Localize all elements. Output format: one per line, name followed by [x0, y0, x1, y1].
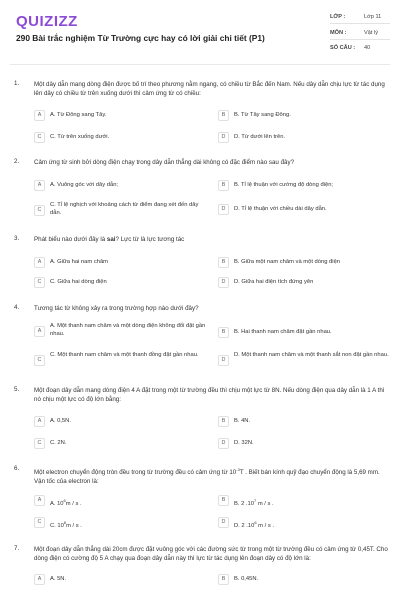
option-text: B. Giữa một nam châm và một dòng điện — [234, 259, 341, 265]
option-c[interactable] — [34, 438, 209, 448]
option-c[interactable] — [34, 132, 209, 142]
option-letter-badge: B — [218, 110, 229, 121]
option-letter-badge: B — [218, 180, 229, 191]
option-letter-badge: B — [218, 327, 229, 338]
question-text: Cảm ứng từ sinh bởi dòng điện chạy trong dây dẫn thẳng dài không có đặc điểm nào sau đây? — [34, 159, 295, 166]
option-a[interactable] — [34, 574, 209, 584]
option-a[interactable] — [34, 495, 209, 505]
header-divider — [10, 64, 390, 65]
question-text: Một đoạn dây dẫn mang dòng điện 4 A đặt trong một từ trường đều thì chịu một lực từ 8N. Nếu dòng điện qua dây dẫn là 1 A thì nó chịu một lực có độ lớn bằng: — [34, 387, 385, 404]
page-title: 290 Bài trắc nghiệm Từ Trường cực hay có lời giải chi tiết (P1) — [16, 33, 265, 43]
question-text: Một đoạn dây dẫn thẳng dài 20cm được đặt vuông góc với các đường sức từ trong một từ trường đều có cảm ứng từ 0,45T. Cho dòng điện có cường độ 5 A chạy qua đoạn dây dẫn này thì lực từ tác dụng lên đoạn dây có độ lớn là: — [34, 546, 388, 563]
option-letter-badge: C — [34, 517, 45, 528]
option-letter-badge: A — [34, 574, 45, 585]
option-d[interactable] — [218, 204, 393, 214]
option-text: C. $10^6m$ / s . — [50, 520, 82, 529]
meta-divider — [330, 39, 390, 40]
option-text: B. 0,45N. — [234, 576, 259, 582]
option-text: A. Giữa hai nam châm — [50, 259, 109, 265]
option-text: B. Từ Tây sang Đông. — [234, 112, 291, 118]
question-text: Một electron chuyển động tròn đều trong từ trường đều có cảm ứng từ $10^{-3}T$ . Biết bán kính quỹ đạo chuyển động là 5,69 mm. Vận tốc của electron là: — [34, 467, 380, 486]
option-letter-badge: A — [34, 180, 45, 191]
option-letter-badge: B — [218, 257, 229, 268]
question-text: Tương tác từ không xảy ra trong trường hợp nào dưới đây? — [34, 305, 199, 312]
option-text: B. 4N. — [234, 418, 251, 424]
option-text: D. 2 $.10^6$ m / s . — [234, 520, 274, 529]
option-a[interactable] — [34, 180, 209, 190]
option-text: A. Từ Đông sang Tây. — [50, 112, 107, 118]
option-letter-badge: D — [218, 355, 229, 366]
page-header — [0, 0, 400, 64]
question-number: 7. — [14, 545, 20, 552]
option-d[interactable] — [218, 352, 393, 368]
option-text: B. 2 $.10^7$ m / s . — [234, 498, 274, 507]
option-b[interactable] — [218, 180, 393, 190]
question-number: 5. — [14, 386, 20, 393]
option-b[interactable] — [218, 495, 393, 505]
option-c[interactable] — [34, 277, 209, 287]
option-text: D. Tỉ lệ thuận với chiều dài dây dẫn. — [234, 206, 327, 212]
option-d[interactable] — [218, 132, 393, 142]
meta-subject-label: MÔN : — [330, 30, 347, 36]
option-d[interactable] — [218, 277, 393, 287]
meta-class-label: LỚP : — [330, 14, 346, 20]
option-letter-badge: B — [218, 574, 229, 585]
option-d[interactable] — [218, 438, 393, 448]
option-letter-badge: C — [34, 277, 45, 288]
question-number: 6. — [14, 465, 20, 472]
option-c[interactable] — [34, 352, 209, 368]
option-letter-badge: A — [34, 110, 45, 121]
question-number: 4. — [14, 304, 20, 311]
option-d[interactable] — [218, 517, 393, 527]
option-letter-badge: C — [34, 355, 45, 366]
option-letter-badge: A — [34, 495, 45, 506]
option-b[interactable] — [218, 327, 393, 337]
option-b[interactable] — [218, 574, 393, 584]
meta-divider — [330, 23, 390, 24]
option-b[interactable] — [218, 416, 393, 426]
option-letter-badge: B — [218, 495, 229, 506]
question-number: 1. — [14, 80, 20, 87]
option-text: C. Một thanh nam châm và một thanh đồng đặt gần nhau. — [50, 352, 199, 358]
option-text: A. Vuông góc với dây dẫn; — [50, 182, 119, 188]
option-text: A. $10^6m$ / s . — [50, 498, 82, 507]
option-letter-badge: A — [34, 257, 45, 268]
option-text: D. Giữa hai điện tích đứng yên — [234, 279, 314, 285]
option-text: C. Từ trên xuống dưới. — [50, 134, 110, 140]
option-a[interactable] — [34, 416, 209, 426]
option-a[interactable] — [34, 257, 209, 267]
option-text: A. 5N. — [50, 576, 67, 582]
option-letter-badge: A — [34, 416, 45, 427]
option-letter-badge: C — [34, 205, 45, 216]
meta-count-value: 40 — [364, 45, 371, 51]
option-letter-badge: B — [218, 416, 229, 427]
option-b[interactable] — [218, 257, 393, 267]
option-text: C. Giữa hai dòng điện — [50, 279, 107, 285]
option-letter-badge: C — [34, 438, 45, 449]
option-text: B. Hai thanh nam châm đặt gần nhau. — [234, 329, 332, 335]
option-letter-badge: D — [218, 517, 229, 528]
option-letter-badge: D — [218, 277, 229, 288]
option-letter-badge: D — [218, 132, 229, 143]
option-text: B. Tỉ lệ thuận với cường độ dòng điện; — [234, 182, 334, 188]
meta-subject-value: Vật lý — [364, 30, 378, 36]
quizizz-logo: QUIZIZZ — [16, 13, 78, 30]
option-text: A. Một thanh nam châm và một dòng điện không đổi đặt gần nhau. — [50, 323, 206, 337]
option-letter-badge: A — [34, 326, 45, 337]
option-text: A. 0,5N. — [50, 418, 71, 424]
option-text: C. Tỉ lệ nghịch với khoảng cách từ điểm đang xét đến dây dẫn. — [50, 202, 199, 216]
option-letter-badge: C — [34, 132, 45, 143]
option-a[interactable] — [34, 110, 209, 120]
question-text: Phát biểu nào dưới đây là sai? Lực từ là lực tương tác — [34, 236, 185, 243]
meta-class-value: Lớp 11 — [364, 14, 382, 20]
option-c[interactable] — [34, 202, 209, 218]
meta-count-label: SỐ CÂU : — [330, 45, 356, 51]
option-letter-badge: D — [218, 204, 229, 215]
option-a[interactable] — [34, 323, 209, 339]
question-number: 3. — [14, 235, 20, 242]
option-text: D. Một thanh nam châm và một thanh sắt non đặt gần nhau. — [234, 352, 389, 358]
question-text: Một dây dẫn mang dòng điện được bố trí theo phương nằm ngang, có chiều từ Bắc đến Nam. Nếu dây dẫn chịu lực từ tác dụng lên dây có chiều từ trên xuống dưới thì cảm ứng từ có chiều: — [34, 81, 385, 98]
option-c[interactable] — [34, 517, 209, 527]
option-text: D. 32N. — [234, 440, 254, 446]
option-text: D. Từ dưới lên trên. — [234, 134, 286, 140]
question-number: 2. — [14, 158, 20, 165]
option-text: C. 2N. — [50, 440, 67, 446]
option-letter-badge: D — [218, 438, 229, 449]
option-b[interactable] — [218, 110, 393, 120]
